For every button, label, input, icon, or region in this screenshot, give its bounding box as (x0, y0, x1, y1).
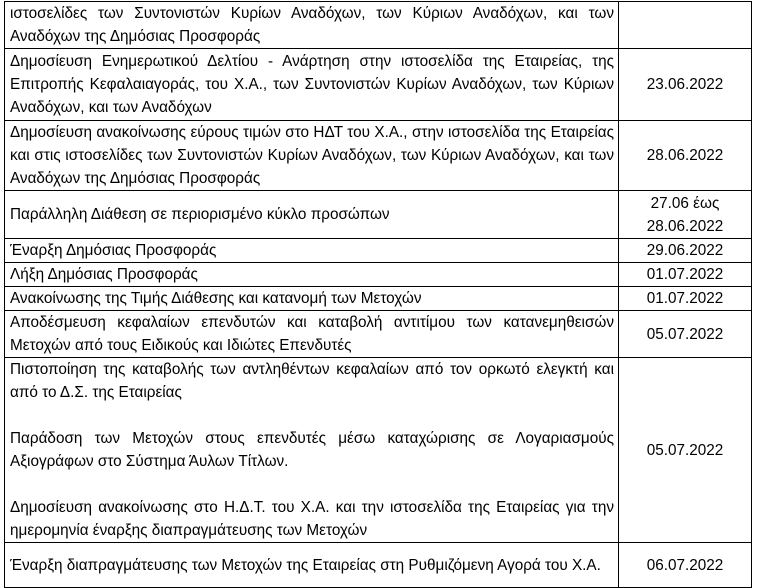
table-row (5, 287, 752, 311)
row-date (619, 2, 752, 49)
row-description: ιστοσελίδες των Συντονιστών Κυρίων Αναδόχων, των Κύριων Αναδόχων, και των Αναδόχων της Δημόσιας Προσφοράς (5, 2, 619, 49)
row-description: Παράλληλη Διάθεση σε περιορισμένο κύκλο προσώπων (5, 191, 619, 239)
table-row (5, 263, 752, 287)
row-date: 05.07.2022 (619, 311, 752, 358)
table-row (5, 191, 752, 239)
table-row (5, 121, 752, 191)
paragraph: Παράδοση των Μετοχών στους επενδυτές μέσω καταχώρισης σε Λογαριασμούς Αξιογράφων στο Σύστημα Άυλων Τίτλων. (10, 430, 614, 470)
row-description: Δημοσίευση ανακοίνωσης εύρους τιμών στο ΗΔΤ του Χ.Α., στην ιστοσελίδα της Εταιρείας και στις ιστοσελίδες των Συντονιστών Κυρίων Αναδόχων, των Κύριων Αναδόχων, και των Αναδόχων της Δημόσιας Προσφοράς (5, 121, 619, 191)
paragraph: Πιστοποίηση της καταβολής των αντληθέντων κεφαλαίων από τον ορκωτό ελεγκτή και από το Δ.Σ. της Εταιρείας (10, 361, 614, 401)
schedule-table (4, 1, 752, 588)
row-date: 29.06.2022 (619, 239, 752, 263)
table-row (5, 311, 752, 358)
row-description: Αποδέσμευση κεφαλαίων επενδυτών και καταβολή αντιτίμου των κατανεμηθεισών Μετοχών από τους Ειδικούς και Ιδιώτες Επενδυτές (5, 311, 619, 358)
row-date: 28.06.2022 (619, 121, 752, 191)
row-description: Δημοσίευση Ενημερωτικού Δελτίου - Ανάρτηση στην ιστοσελίδα της Εταιρείας, της Επιτροπής Κεφαλαιαγοράς, του Χ.Α., των Συντονιστών Κυρίων Αναδόχων, των Κύριων Αναδόχων, και των Αναδόχων (5, 49, 619, 121)
row-date: 01.07.2022 (619, 263, 752, 287)
row-description: Έναρξη διαπραγμάτευσης των Μετοχών της Εταιρείας στη Ρυθμιζόμενη Αγορά του Χ.Α. (5, 543, 619, 588)
row-description (5, 358, 619, 543)
row-date (619, 191, 752, 239)
paragraph: Δημοσίευση ανακοίνωσης στο Η.Δ.Τ. του Χ.Α. και την ιστοσελίδα της Εταιρείας για την ημερομηνία έναρξης διαπραγμάτευσης των Μετοχών (10, 499, 614, 539)
date-line: 27.06 έως (650, 194, 720, 212)
table-row (5, 239, 752, 263)
row-date: 01.07.2022 (619, 287, 752, 311)
row-description: Λήξη Δημόσιας Προσφοράς (5, 263, 619, 287)
row-date: 23.06.2022 (619, 49, 752, 121)
row-description: Έναρξη Δημόσιας Προσφοράς (5, 239, 619, 263)
table-row (5, 358, 752, 543)
row-description: Ανακοίνωσης της Τιμής Διάθεσης και κατανομή των Μετοχών (5, 287, 619, 311)
date-line: 28.06.2022 (646, 217, 724, 235)
row-date: 05.07.2022 (619, 358, 752, 543)
table-row (5, 49, 752, 121)
row-date: 06.07.2022 (619, 543, 752, 588)
table-row (5, 2, 752, 49)
